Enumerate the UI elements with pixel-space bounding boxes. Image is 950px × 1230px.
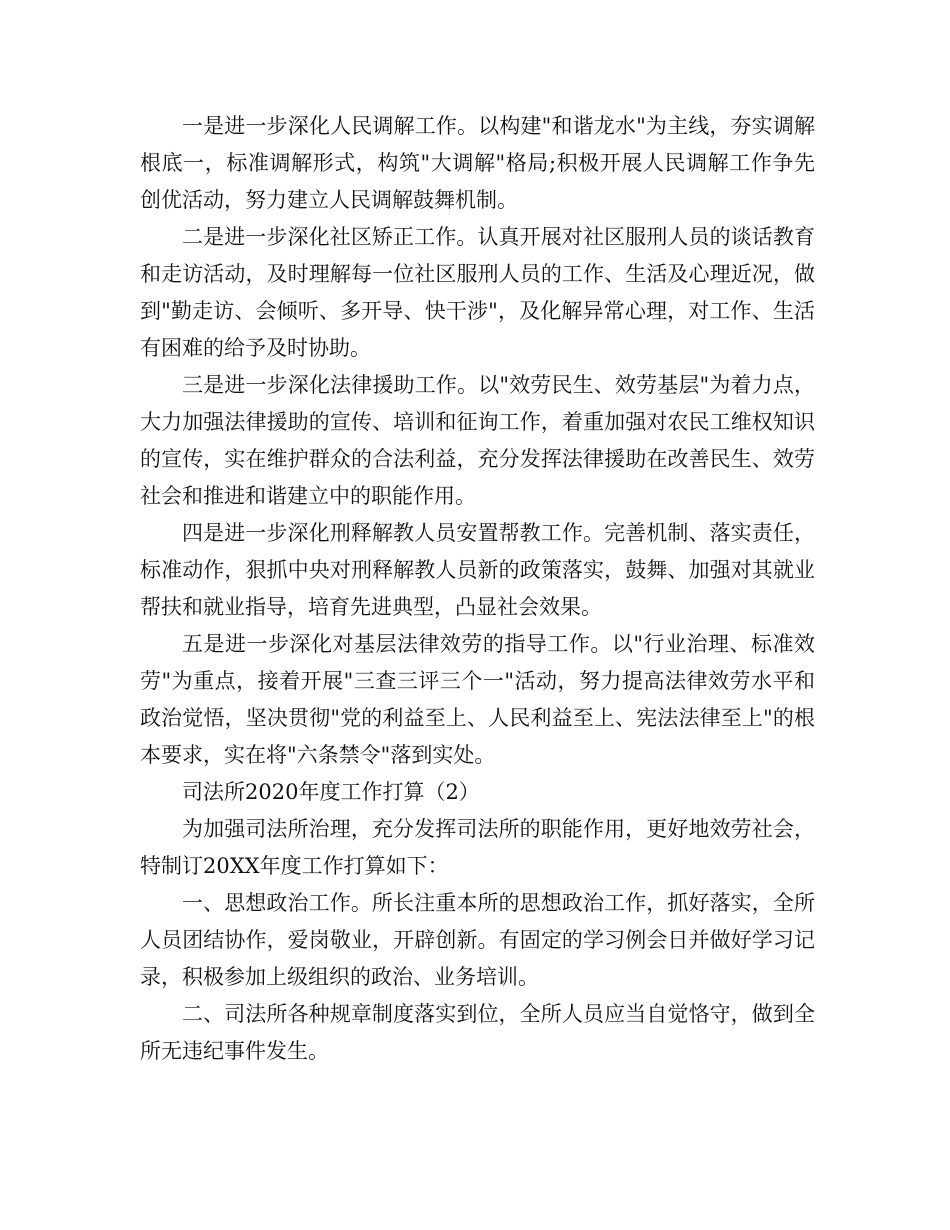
- paragraph-rules: 二、司法所各种规章制度落实到位，全所人员应当自觉恪守，做到全所无违纪事件发生。: [140, 1002, 815, 1063]
- paragraph-political-work: 一、思想政治工作。所长注重本所的思想政治工作，抓好落实，全所人员团结协作，爱岗敬业，开辟创新。有固定的学习例会日并做好学习记录，积极参加上级组织的政治、业务培训。: [140, 891, 815, 989]
- paragraph-resettlement: 四是进一步深化刑释解教人员安置帮教工作。完善机制、落实责任，标准动作，狠抓中央对刑释解教人员新的政策落实，鼓舞、加强对其就业帮扶和就业指导，培育先进典型，凸显社会效果。: [140, 521, 815, 619]
- paragraph-community-correction: 二是进一步深化社区矫正工作。认真开展对社区服刑人员的谈话教育和走访活动，及时理解每一位社区服刑人员的工作、生活及心理近况，做到"勤走访、会倾听、多开导、快干涉"，及化解异常心理，对工作、生活有困难的给予及时协助。: [140, 225, 815, 360]
- paragraph-legal-services: 五是进一步深化对基层法律效劳的指导工作。以"行业治理、标准效劳"为重点，接着开展"三查三评三个一"活动，努力提高法律效劳水平和政治觉悟，坚决贯彻"党的利益至上、人民利益至上、宪法法律至上"的根本要求，实在将"六条禁令"落到实处。: [140, 632, 815, 767]
- paragraph-legal-aid: 三是进一步深化法律援助工作。以"效劳民生、效劳基层"为着力点，大力加强法律援助的宣传、培训和征询工作，着重加强对农民工维权知识的宣传，实在维护群众的合法利益，充分发挥法律援助在改善民生、效劳社会和推进和谐建立中的职能作用。: [140, 373, 815, 508]
- section-heading: 司法所2020年度工作打算（2）: [182, 780, 480, 804]
- paragraph-mediation: 一是进一步深化人民调解工作。以构建"和谐龙水"为主线，夯实调解根底一，标准调解形式，构筑"大调解"格局;积极开展人民调解工作争先创优活动，努力建立人民调解鼓舞机制。: [140, 114, 815, 212]
- paragraph-intro: 为加强司法所治理，充分发挥司法所的职能作用，更好地效劳社会，特制订20XX年度工作打算如下：: [140, 817, 815, 878]
- document-page: [140, 108, 815, 1070]
